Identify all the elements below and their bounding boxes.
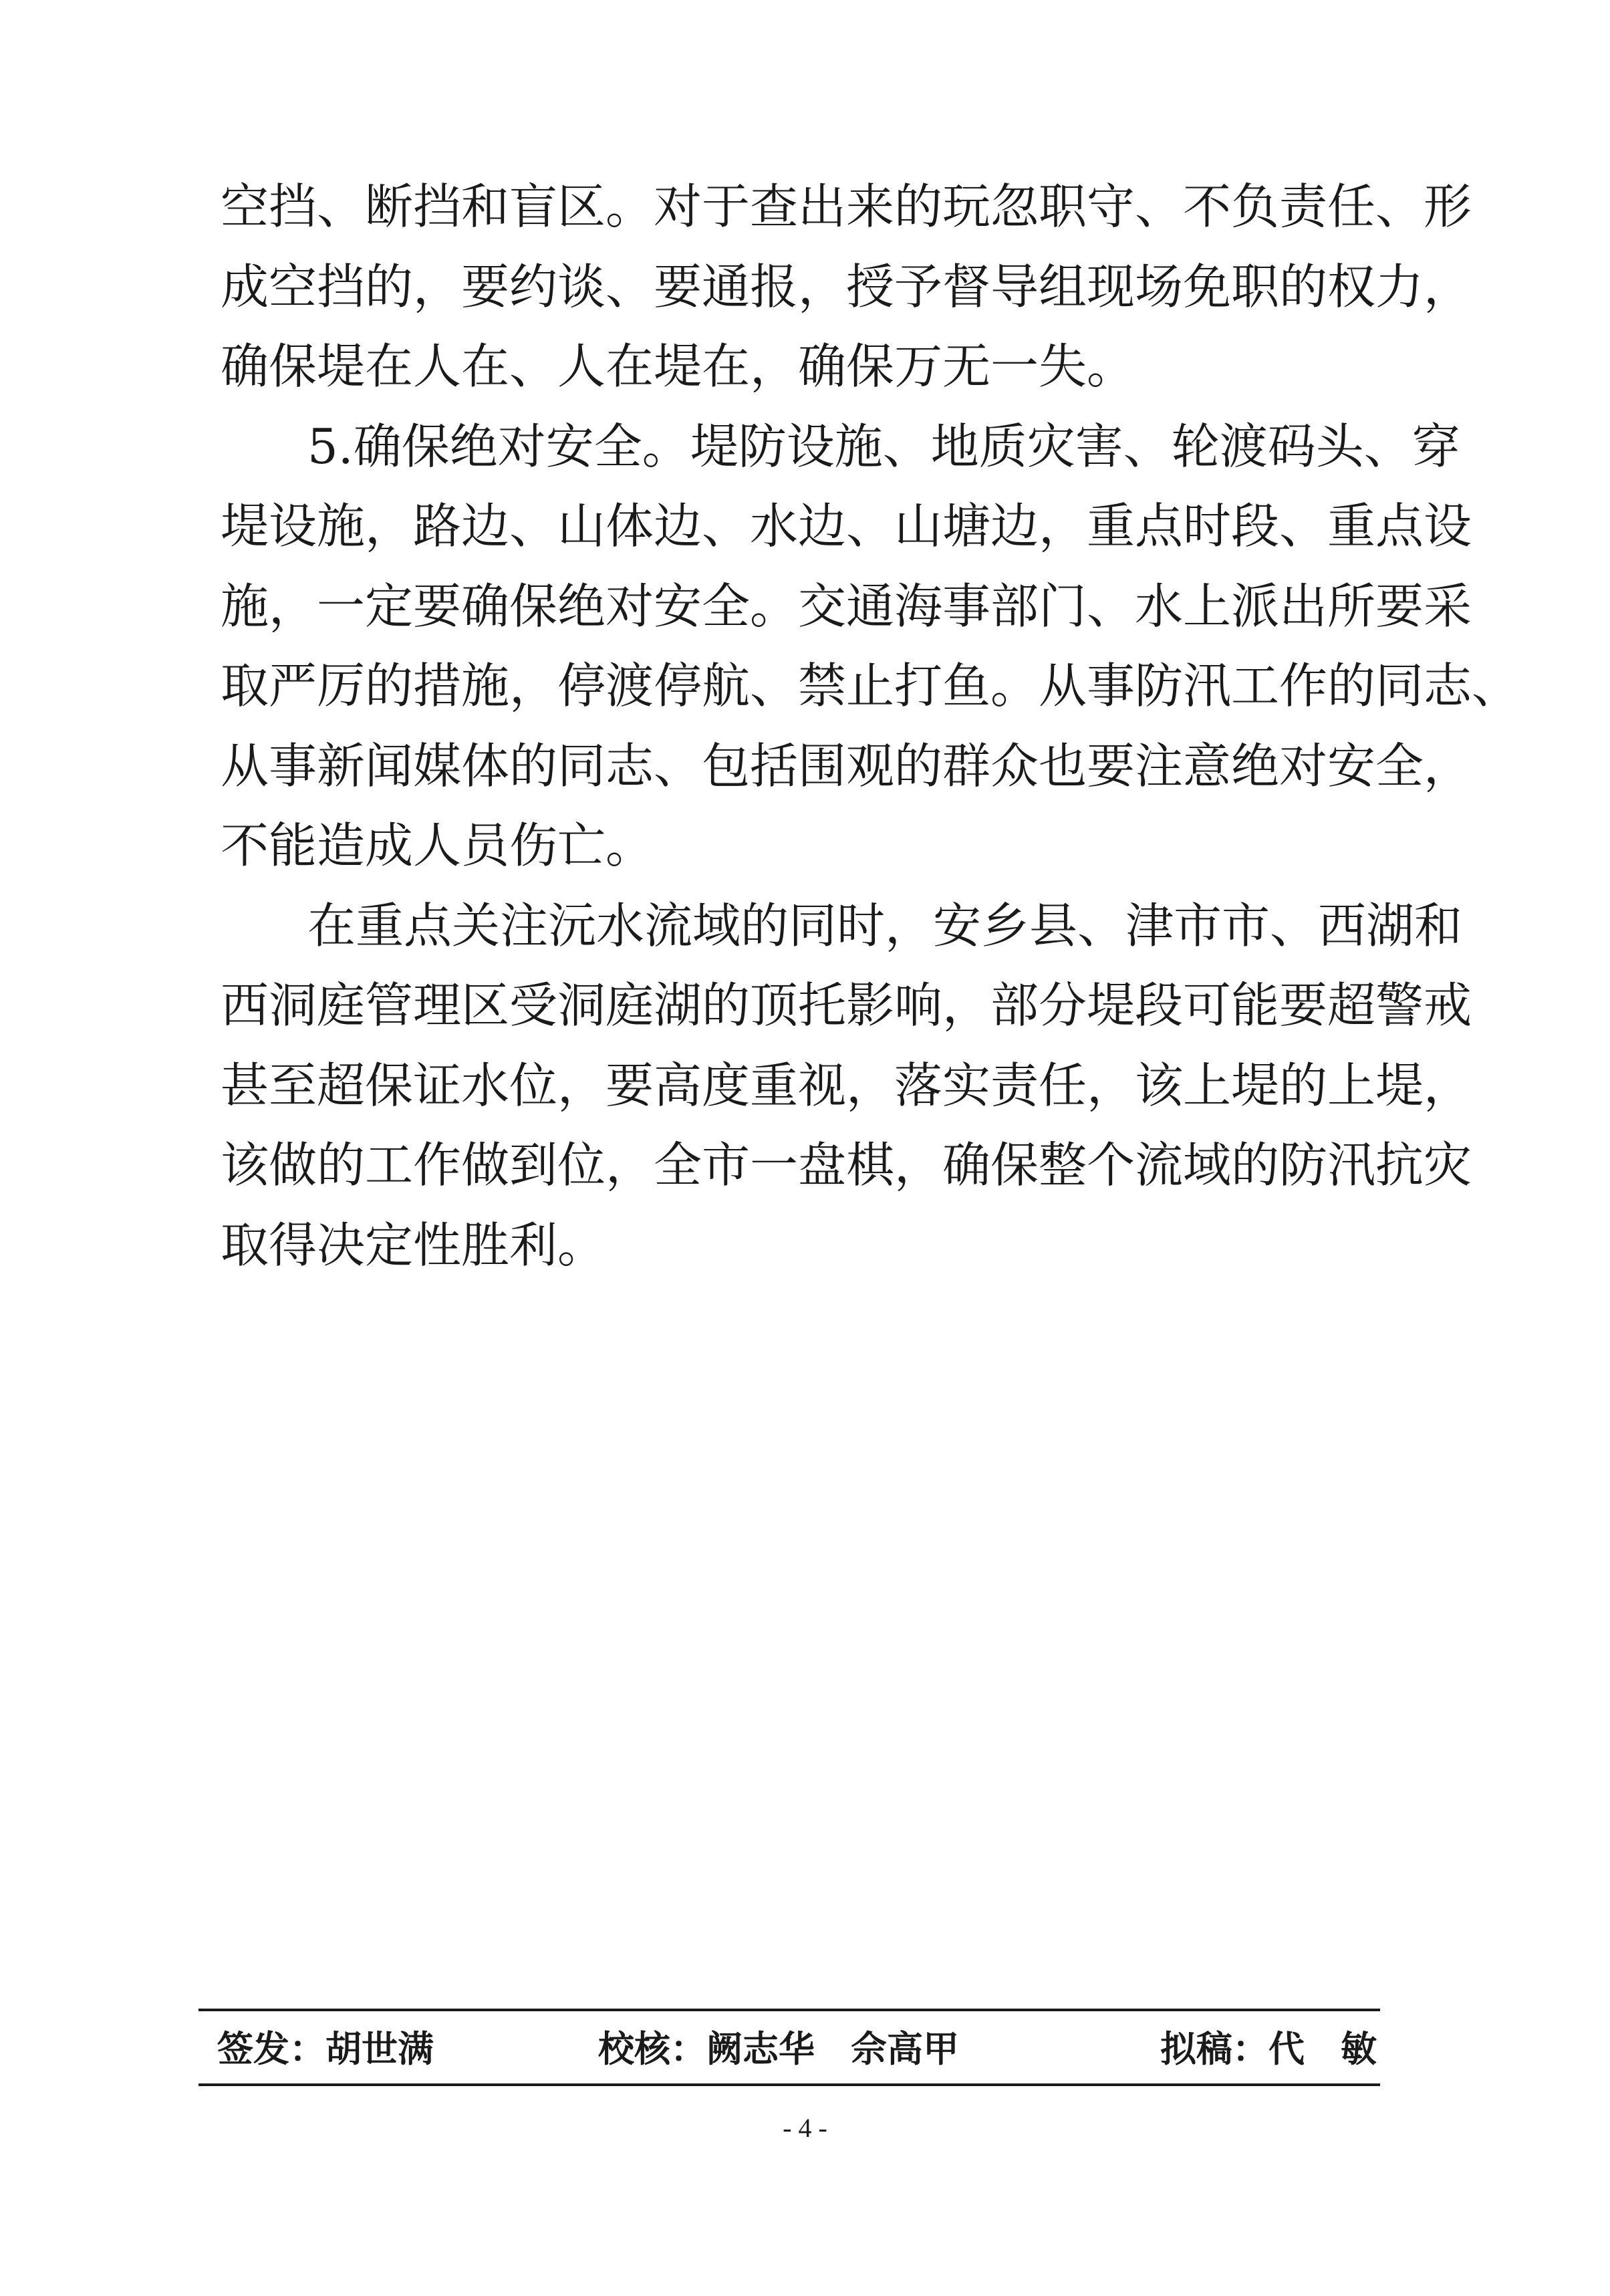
text-line: 施，一定要确保绝对安全。交通海事部门、水上派出所要采 — [221, 578, 1472, 634]
text-line: 成空挡的，要约谈、要通报，授予督导组现场免职的权力， — [221, 258, 1472, 315]
text-line: 空挡、断挡和盲区。对于查出来的玩忽职守、不负责任、形 — [221, 178, 1472, 235]
signoff-drafter: 拟稿：代 敏 — [1160, 2028, 1377, 2070]
paragraph-1 — [221, 167, 1472, 407]
text-line: 甚至超保证水位，要高度重视，落实责任，该上堤的上堤， — [221, 1057, 1472, 1114]
text-line: 堤设施，路边、山体边、水边、山塘边，重点时段、重点设 — [221, 498, 1472, 554]
signoff-block — [217, 2017, 1377, 2081]
signoff-reviewer: 校核：阙志华 佘高甲 — [598, 2028, 959, 2070]
text-line: 取得决定性胜利。 — [221, 1217, 606, 1273]
page-number: - 4 - — [783, 2113, 827, 2143]
text-line: 在重点关注沅水流域的同时，安乡县、津市市、西湖和 — [307, 897, 1463, 954]
paragraph-3 — [221, 886, 1472, 1286]
body-text — [221, 167, 1520, 1285]
text-line: 取严厉的措施，停渡停航、禁止打鱼。从事防汛工作的同志、 — [221, 658, 1520, 714]
text-line: 不能造成人员伤亡。 — [221, 817, 654, 874]
text-line: 西洞庭管理区受洞庭湖的顶托影响，部分堤段可能要超警戒 — [221, 977, 1472, 1033]
text-line: 5.确保绝对安全。堤防设施、地质灾害、轮渡码头、穿 — [307, 418, 1460, 475]
signoff-bottom-rule — [198, 2083, 1380, 2086]
text-line: 该做的工作做到位，全市一盘棋，确保整个流域的防汛抗灾 — [221, 1137, 1472, 1193]
signoff-issuer: 签发：胡世满 — [217, 2028, 434, 2070]
signoff-top-rule — [198, 2009, 1380, 2011]
text-line: 确保堤在人在、人在堤在，确保万无一失。 — [221, 338, 1135, 394]
text-line: 从事新闻媒体的同志、包括围观的群众也要注意绝对安全， — [221, 737, 1472, 794]
paragraph-2 — [221, 407, 1520, 886]
